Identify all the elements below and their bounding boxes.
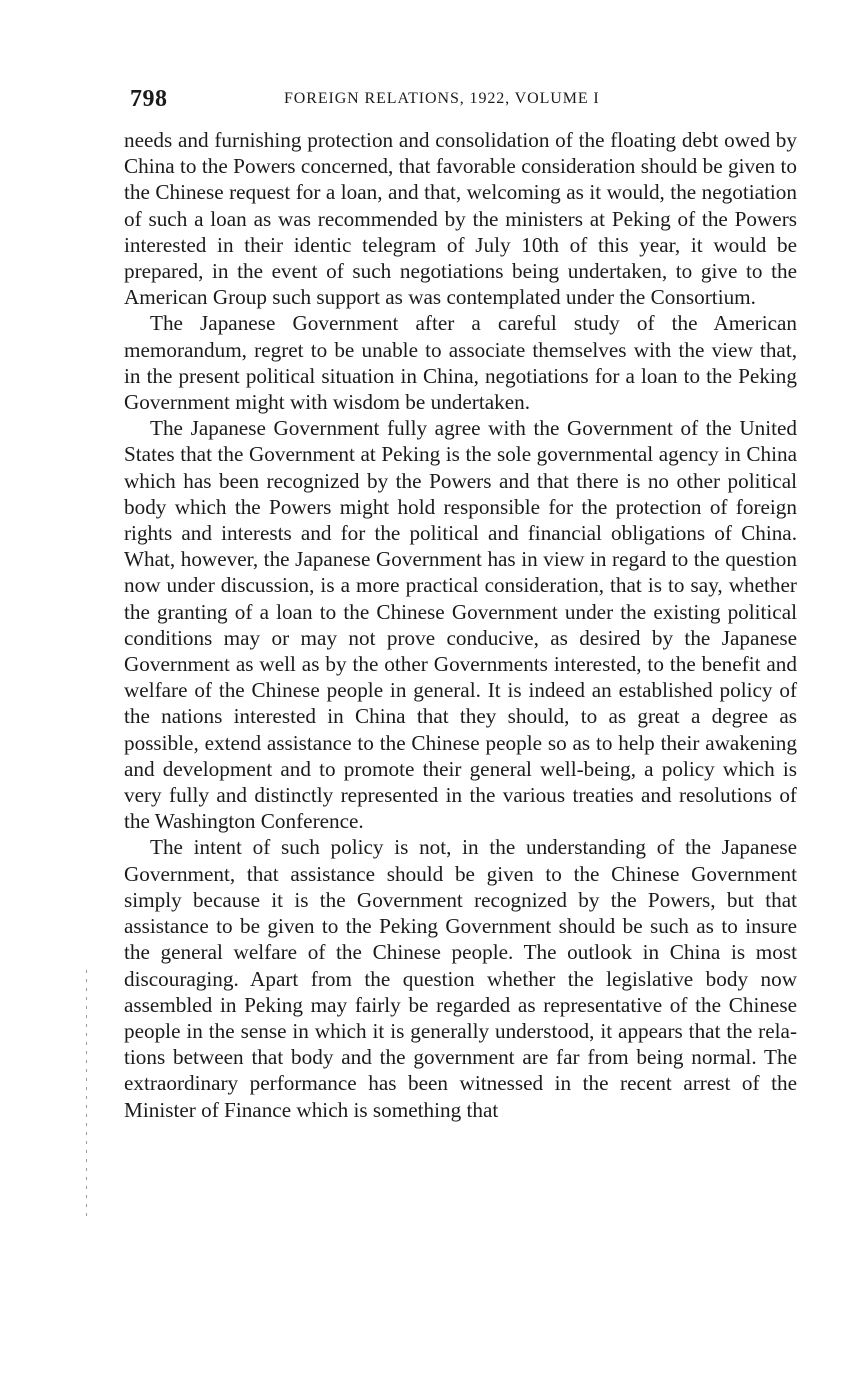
paragraph: The intent of such policy is not, in the understanding of the Japanese Government, that assistance should be given to the Chinese Government simply because it is the Government recognized by the Powers, but that assistance to be given to the Peking Government should be such as to insure the general welfare of the Chinese people. The outlook in China is most discouraging. Apart from the question whether the legislative body now assembled in Peking may fairly be regarded as representative of the Chinese people in the sense in which it is generally understood, it appears that the relations between that body and the government are far from being normal. The extraordinary performance has been witnessed in the recent arrest of the Minister of Finance which is something that bbox=[124, 835, 797, 1122]
margin-mark bbox=[86, 970, 87, 1220]
page-number: 798 bbox=[130, 86, 168, 112]
page-header bbox=[130, 86, 800, 116]
body-text bbox=[124, 127, 797, 1123]
paragraph: The Japanese Government after a careful study of the American memorandum, regret to be unable to associate themselves with the view that, in the present political situation in China, negotiations for a loan to the Peking Government might with wisdom be undertaken. bbox=[124, 311, 797, 415]
paragraph: The Japanese Government fully agree with the Government of the United States that the Government at Peking is the sole governmental agency in China which has been recognized by the Powers and that there is no other political body which the Powers might hold responsible for the protection of foreign rights and interests and for the political and financial obligations of China. What, however, the Japanese Government has in view in regard to the question now under discussion, is a more practical consideration, that is to say, whether the granting of a loan to the Chinese Government under the existing political conditions may or may not prove conducive, as desired by the Japanese Government as well as by the other Governments interested, to the benefit and welfare of the Chinese people in general. It is indeed an established policy of the nations interested in China that they should, to as great a degree as possible, extend assistance to the Chinese people so as to help their awakening and development and to promote their general well-being, a policy which is very fully and distinctly represented in the various treaties and resolutions of the Washington Conference. bbox=[124, 416, 797, 834]
paragraph-continued: needs and furnishing protection and consolidation of the floating debt owed by China to the Powers concerned, that favorable consideration should be given to the Chinese request for a loan, and that, welcoming as it would, the negotiation of such a loan as was recommended by the ministers at Peking of the Powers interested in their identic telegram of July 10th of this year, it would be prepared, in the event of such negotiations being undertaken, to give to the American Group such support as was contemplated under the Consortium. bbox=[124, 128, 797, 310]
running-head: FOREIGN RELATIONS, 1922, VOLUME I bbox=[284, 90, 600, 107]
